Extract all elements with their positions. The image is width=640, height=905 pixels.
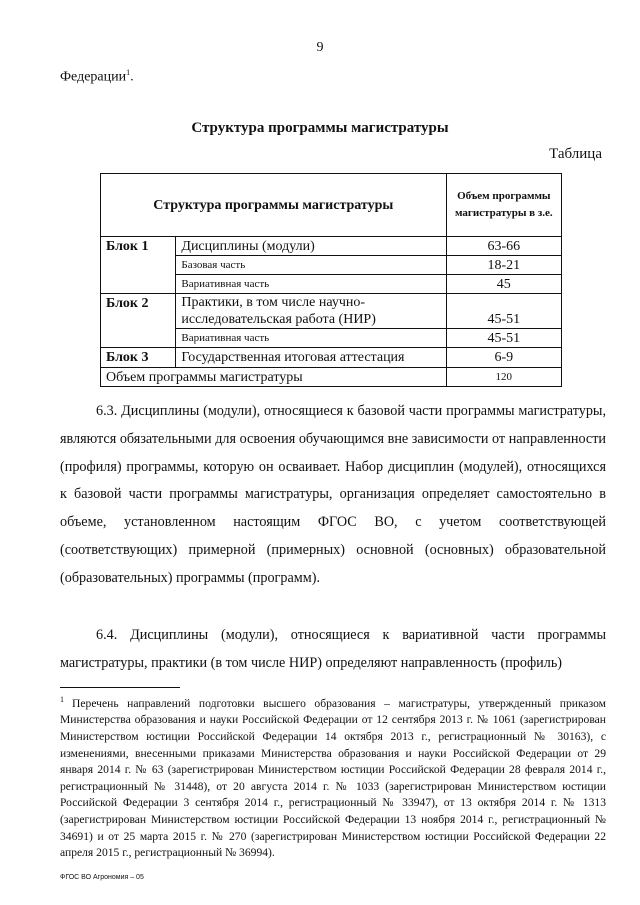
block-label: Блок 1 xyxy=(101,237,176,294)
block-label: Блок 3 xyxy=(101,348,176,368)
row-value: 45 xyxy=(446,275,561,294)
table-row xyxy=(101,348,562,368)
row-name: Вариативная часть xyxy=(176,275,446,294)
row-value: 45-51 xyxy=(446,294,561,329)
table-row xyxy=(101,237,562,256)
header-volume: Объем программы магистратуры в з.е. xyxy=(446,174,561,237)
program-structure-table xyxy=(100,173,562,387)
total-label: Объем программы магистратуры xyxy=(101,368,447,387)
block-label: Блок 2 xyxy=(101,294,176,348)
paragraph-6-3: 6.3. Дисциплины (модули), относящиеся к базовой части программы магистратуры, являются обязательными для освоения обучающимся вне зависимости от направленности (профиля) программы, которую он осваивает. Набор дисциплин (модулей), относящихся к базовой части программы магистратуры, организация определяет самостоятельно в объеме, установленном настоящим ФГОС ВО, с учетом соответствующей (соответствующих) примерной (примерных) основной (основных) образовательной (образовательных) программы (программ). xyxy=(60,403,606,586)
row-name: Базовая часть xyxy=(176,256,446,275)
footnote-mark: 1 xyxy=(60,695,64,704)
footnote-separator xyxy=(60,687,180,688)
row-name: Дисциплины (модули) xyxy=(176,237,446,256)
footnote-text: Перечень направлений подготовки высшего образования – магистратуры, утвержденный приказом Министерства образования и науки Российской Федерации от 12 сентября 2013 г. № 1061 (зарегистрирован Министерством юстиции Российской Федерации 14 октября 2013 г., регистрационный № 30163), с изменениями, внесенными приказами Министерства образования и науки Российской Федерации от 29 января 2014 г. № 63 (зарегистрирован Министерством юстиции Российской Федерации 28 февраля 2014 г., регистрационный № 31448), от 20 августа 2014 г. № 1033 (зарегистрирован Министерством юстиции Российской Федерации 3 сентября 2014 г., регистрационный № 33947), от 13 октября 2014 г. № 1313 (зарегистрирован Министерством юстиции Российской Федерации 13 ноября 2014 г., регистрационный № 34691) и от 25 марта 2015 г. № 270 (зарегистрирован Министерством юстиции Российской Федерации 22 апреля 2015 г., регистрационный № 36994). xyxy=(60,696,606,860)
continuation-word: Федерации xyxy=(60,69,127,85)
continuation-text xyxy=(60,68,134,86)
row-name: Практики, в том числе научно-исследовательская работа (НИР) xyxy=(176,294,446,329)
footnote-ref: 1 xyxy=(126,68,131,77)
header-structure: Структура программы магистратуры xyxy=(101,174,447,237)
page-footer: ФГОС ВО Агрономия – 05 xyxy=(60,874,144,881)
footnote xyxy=(60,692,606,862)
table-label: Таблица xyxy=(549,146,602,162)
table-header-row xyxy=(101,174,562,237)
row-value: 18-21 xyxy=(446,256,561,275)
row-value: 45-51 xyxy=(446,329,561,348)
table-total-row xyxy=(101,368,562,387)
row-name: Государственная итоговая аттестация xyxy=(176,348,446,368)
section-heading: Структура программы магистратуры xyxy=(191,120,449,136)
row-value: 63-66 xyxy=(446,237,561,256)
paragraph-6-4: 6.4. Дисциплины (модули), относящиеся к вариативной части программы магистратуры, практики (в том числе НИР) определяют направленность (профиль) xyxy=(60,627,606,671)
total-value: 120 xyxy=(446,368,561,387)
table-row xyxy=(101,294,562,329)
page-number: 9 xyxy=(316,40,324,55)
continuation-end: . xyxy=(130,69,134,85)
row-value: 6-9 xyxy=(446,348,561,368)
row-name: Вариативная часть xyxy=(176,329,446,348)
